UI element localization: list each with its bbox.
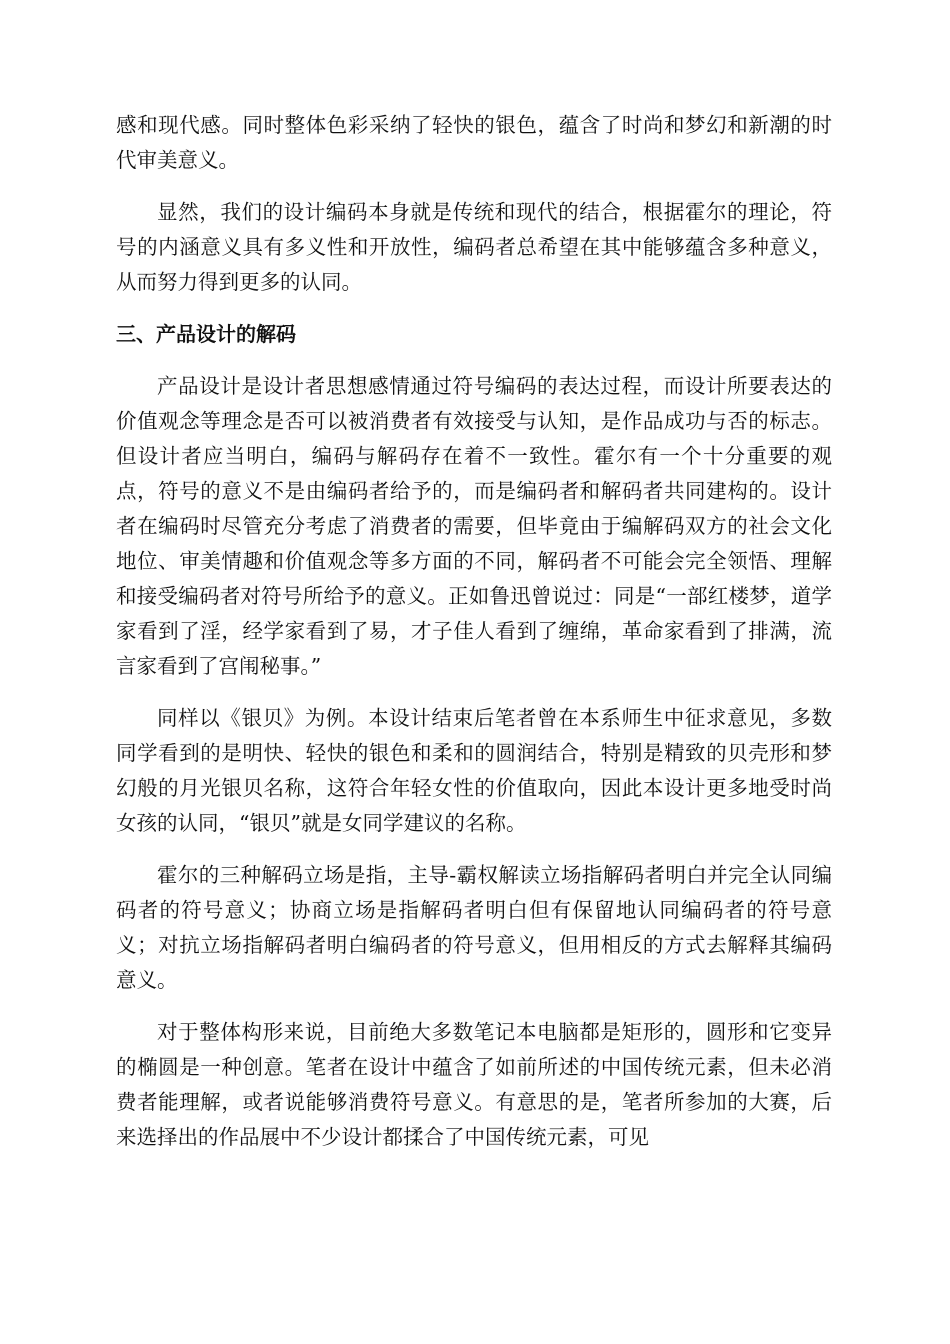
- paragraph-decoding-process: 产品设计是设计者思想感情通过符号编码的表达过程，而设计所要表达的价值观念等理念是否可以被消费者有效接受与认知，是作品成功与否的标志。但设计者应当明白，编码与解码存在着不一致性。霍尔有一个十分重要的观点，符号的意义不是由编码者给予的，而是编码者和解码者共同建构的。设计者在编码时尽管充分考虑了消费者的需要，但毕竟由于编解码双方的社会文化地位、审美情趣和价值观念等多方面的不同，解码者不可能会完全领悟、理解和接受编码者对符号所给予的意义。正如鲁迅曾说过：同是“一部红楼梦，道学家看到了淫，经学家看到了易，才子佳人看到了缠绵，革命家看到了排满，流言家看到了宫闱秘事。”: [116, 374, 832, 678]
- paragraph-overall-form: 对于整体构形来说，目前绝大多数笔记本电脑都是矩形的，圆形和它变异的椭圆是一种创意。笔者在设计中蕴含了如前所述的中国传统元素，但未必消费者能理解，或者说能够消费符号意义。有意思的是，笔者所参加的大赛，后来选择出的作品展中不少设计都揉合了中国传统元素，可见: [116, 1020, 832, 1149]
- document-body: [116, 108, 832, 1172]
- paragraph-design-encoding: 显然，我们的设计编码本身就是传统和现代的结合，根据霍尔的理论，符号的内涵意义具有多义性和开放性，编码者总希望在其中能够蕴含多种意义，从而努力得到更多的认同。: [116, 200, 832, 294]
- paragraph-continued: 感和现代感。同时整体色彩采纳了轻快的银色，蕴含了时尚和梦幻和新潮的时代审美意义。: [116, 113, 832, 172]
- paragraph-yinbei-example: 同样以《银贝》为例。本设计结束后笔者曾在本系师生中征求意见，多数同学看到的是明快、轻快的银色和柔和的圆润结合，特别是精致的贝壳形和梦幻般的月光银贝名称，这符合年轻女性的价值取向，因此本设计更多地受时尚女孩的认同，“银贝”就是女同学建议的名称。: [116, 706, 832, 835]
- section-heading: 三、产品设计的解码: [116, 322, 296, 346]
- paragraph-three-positions: 霍尔的三种解码立场是指，主导-霸权解读立场指解码者明白并完全认同编码者的符号意义；协商立场是指解码者明白但有保留地认同编码者的符号意义；对抗立场指解码者明白编码者的符号意义，但用相反的方式去解释其编码意义。: [116, 863, 832, 992]
